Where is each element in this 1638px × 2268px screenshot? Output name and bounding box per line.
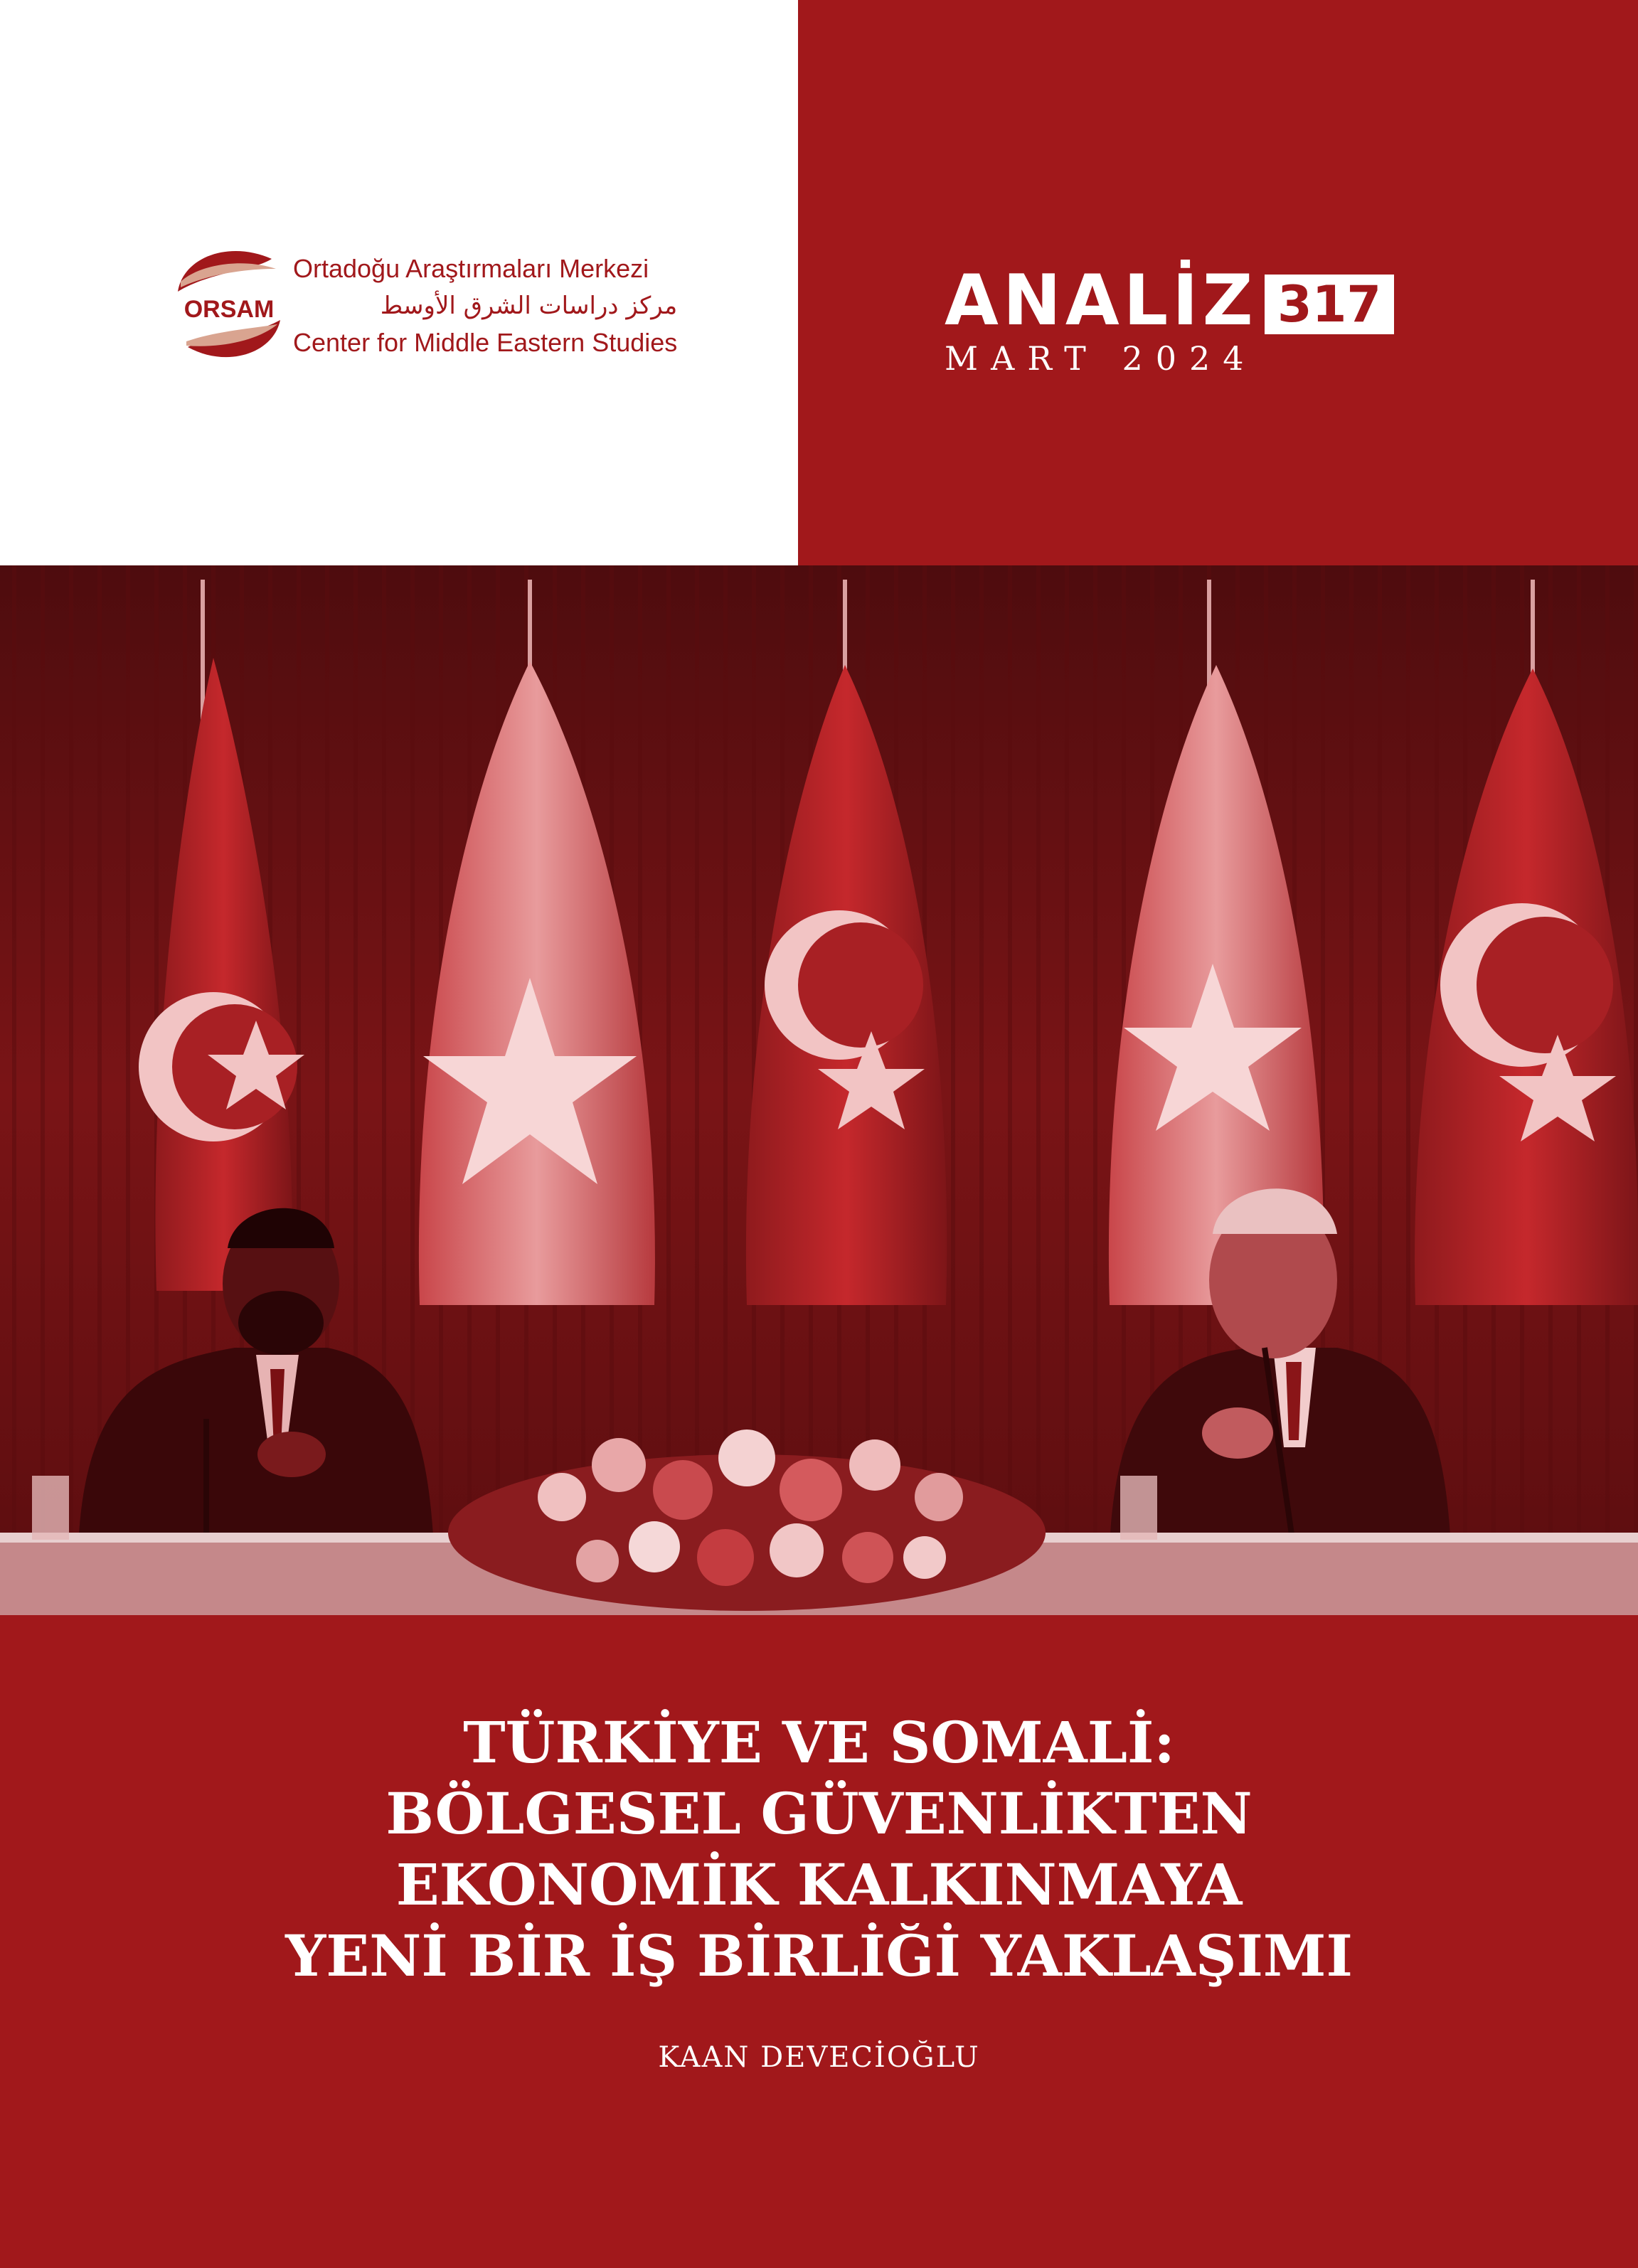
title-line-4: YENİ BİR İŞ BİRLİĞİ YAKLAŞIMI <box>285 1922 1353 1989</box>
orsam-logo-icon <box>165 240 293 368</box>
author-name: KAAN DEVECİOĞLU <box>658 2041 980 2074</box>
series-badge <box>945 262 1407 378</box>
title-line-2: BÖLGESEL GÜVENLİKTEN <box>385 1780 1253 1847</box>
report-title <box>0 1707 1638 1991</box>
series-label: ANALİZ <box>945 260 1257 341</box>
publisher-names <box>293 250 677 361</box>
publisher-name-turkish: Ortadoğu Araştırmaları Merkezi <box>293 254 649 283</box>
orsam-logo <box>165 240 678 368</box>
publication-date: MART 2024 <box>945 339 1257 378</box>
issue-number: 317 <box>1265 275 1394 334</box>
publisher-name-english: Center for Middle Eastern Studies <box>293 328 678 357</box>
title-line-1: TÜRKİYE VE SOMALİ: <box>463 1709 1175 1776</box>
header-white-panel <box>0 0 798 565</box>
cover-photo <box>0 565 1638 1615</box>
publisher-name-arabic: مركز دراسات الشرق الأوسط <box>380 292 678 320</box>
title-line-3: EKONOMİK KALKINMAYA <box>395 1851 1243 1918</box>
orsam-logo-text: ORSAM <box>184 296 275 323</box>
